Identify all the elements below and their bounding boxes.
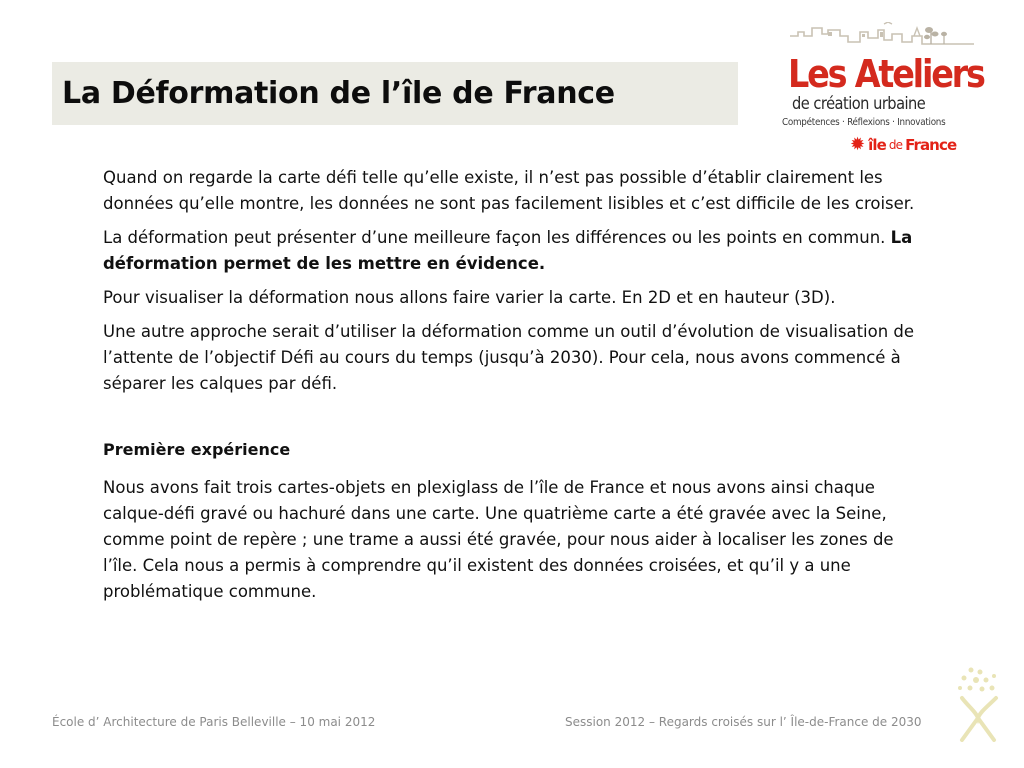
footer-school: École d’ Architecture de Paris Belleville – 10 mai 2012	[52, 715, 376, 729]
region-prefix: île	[868, 136, 886, 154]
slide-title: La Déformation de l’île de France	[62, 76, 615, 111]
sun-star-icon: ✹	[850, 134, 866, 155]
paragraph-2-emphasis: La déformation permet de les mettre en évidence.	[103, 228, 913, 273]
paragraph-2-text: La déformation peut présenter d’une meilleure façon les différences ou les points en commun.	[103, 228, 886, 247]
city-skyline-icon	[788, 22, 978, 56]
paragraph-5: Nous avons fait trois cartes-objets en plexiglass de l’île de France et nous avons ainsi chaque calque-défi gravé ou hachuré dans une carte. Une quatrième carte a été gravée avec la Seine, comme point de repère ; une trame a aussi été gravée, pour nous aider à localiser les zones de l’île. Cela nous a permis à comprendre qu’il existent des données croisées, et qu’il y a une problématique commune.	[103, 478, 894, 601]
slide-body	[103, 165, 933, 613]
logo-tagline: Compétences · Réflexions · Innovations	[782, 117, 946, 128]
region-de: de	[888, 138, 903, 152]
paragraph-4: Une autre approche serait d’utiliser la déformation comme un outil d’évolution de visualisation de l’attente de l’objectif Défi au cours du temps (jusqu’à 2030). Pour cela, nous avons commencé à séparer les calques par défi.	[103, 322, 915, 393]
region-name: France	[905, 136, 957, 154]
logo-subtitle: de création urbaine	[792, 94, 926, 114]
footer-session: Session 2012 – Regards croisés sur l’ Île-de-France de 2030	[565, 715, 922, 729]
region-logo	[850, 136, 956, 154]
paragraph-2	[103, 225, 933, 277]
section-heading: Première expérience	[103, 440, 291, 459]
paragraph-1: Quand on regarde la carte défi telle qu’elle existe, il n’est pas possible d’établir clairement les données qu’elle montre, les données ne sont pas facilement lisibles et c’est difficile de les croiser.	[103, 168, 915, 213]
paragraph-3: Pour visualiser la déformation nous allons faire varier la carte. En 2D et en hauteur (3D).	[103, 288, 836, 307]
logo-wordmark: Les Ateliers	[788, 52, 984, 96]
dotted-figure-icon	[948, 662, 1008, 742]
ateliers-logo	[780, 22, 984, 162]
